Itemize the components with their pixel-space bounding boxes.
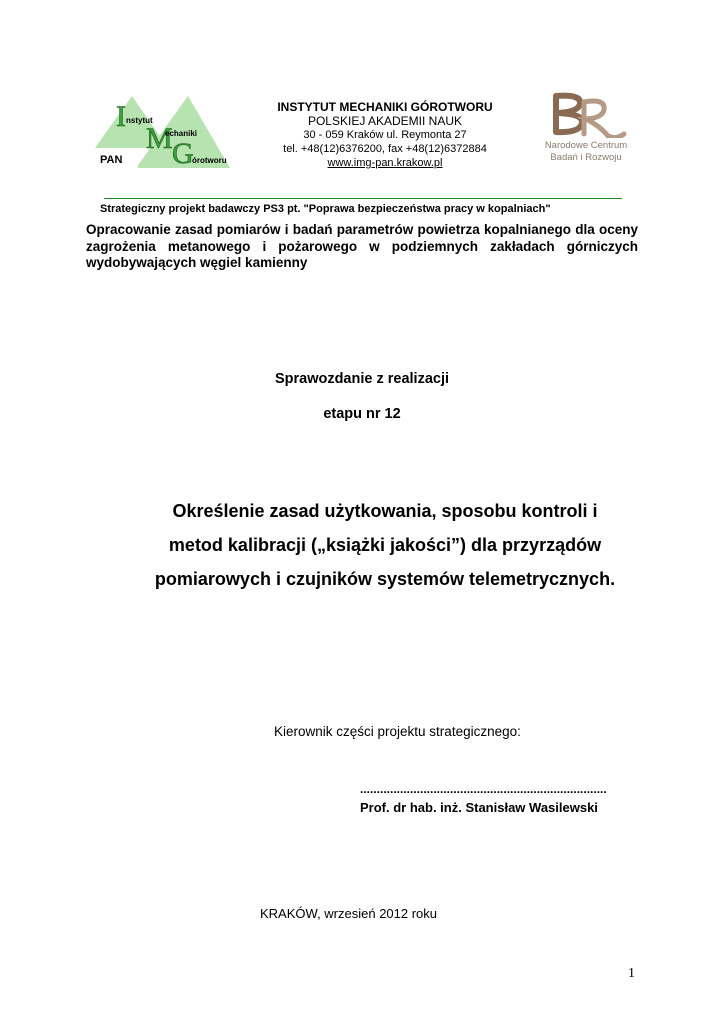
manager-label: Kierownik części projektu strategicznego: bbox=[274, 724, 521, 739]
signature-dots: .......................................................................... bbox=[360, 782, 607, 796]
document-title bbox=[110, 494, 660, 596]
institute-phone: tel. +48(12)6376200, fax +48(12)6372884 bbox=[283, 143, 487, 155]
logo-text-echaniki: echaniki bbox=[165, 129, 198, 138]
ncbr-text-line2: Badań i Rozwoju bbox=[550, 152, 622, 163]
logo-letter-m: M bbox=[146, 122, 173, 155]
institute-name: INSTYTUT MECHANIKI GÓROTWORU bbox=[277, 100, 493, 114]
logo-text-nstytut: nstytut bbox=[126, 116, 153, 125]
institute-academy: POLSKIEJ AKADEMII NAUK bbox=[307, 114, 463, 128]
institute-header bbox=[240, 100, 530, 170]
document-title-line2: metod kalibracji („książki jakości”) dla przyrządów bbox=[168, 535, 602, 555]
place-and-date: KRAKÓW, wrzesień 2012 roku bbox=[260, 906, 438, 921]
ncbr-text-line1: Narodowe Centrum bbox=[544, 140, 628, 151]
logo-letter-g: G bbox=[172, 137, 194, 170]
logo-text-pan: PAN bbox=[100, 154, 123, 166]
page-number: 1 bbox=[628, 966, 635, 981]
document-title-line1: Określenie zasad użytkowania, sposobu kontroli i bbox=[172, 501, 598, 521]
manager-name: Prof. dr hab. inż. Stanisław Wasilewski bbox=[360, 800, 598, 815]
logo-text-orotworu: órotworu bbox=[192, 156, 227, 165]
logo-letter-i: I bbox=[116, 100, 126, 133]
institute-address: 30 - 059 Kraków ul. Reymonta 27 bbox=[303, 129, 467, 141]
project-topic: Opracowanie zasad pomiarów i badań parametrów powietrza kopalnianego dla oceny zagrożenia metanowego i pożarowego w podziemnych zakładach górniczych wydobywających węgiel kamienny bbox=[86, 222, 638, 270]
ncbr-logo bbox=[528, 90, 644, 164]
header-divider bbox=[104, 198, 622, 199]
report-stage: etapu nr 12 bbox=[323, 406, 401, 422]
report-heading: Sprawozdanie z realizacji bbox=[274, 371, 450, 387]
document-title-line3: pomiarowych i czujników systemów telemetrycznych. bbox=[154, 569, 616, 589]
ncbr-br-mark bbox=[528, 90, 644, 138]
img-pan-logo bbox=[92, 92, 232, 170]
institute-website-link[interactable]: www.img-pan.krakow.pl bbox=[327, 157, 443, 169]
strategic-project-line: Strategiczny projekt badawczy PS3 pt. "Poprawa bezpieczeństwa pracy w kopalniach" bbox=[100, 203, 551, 215]
